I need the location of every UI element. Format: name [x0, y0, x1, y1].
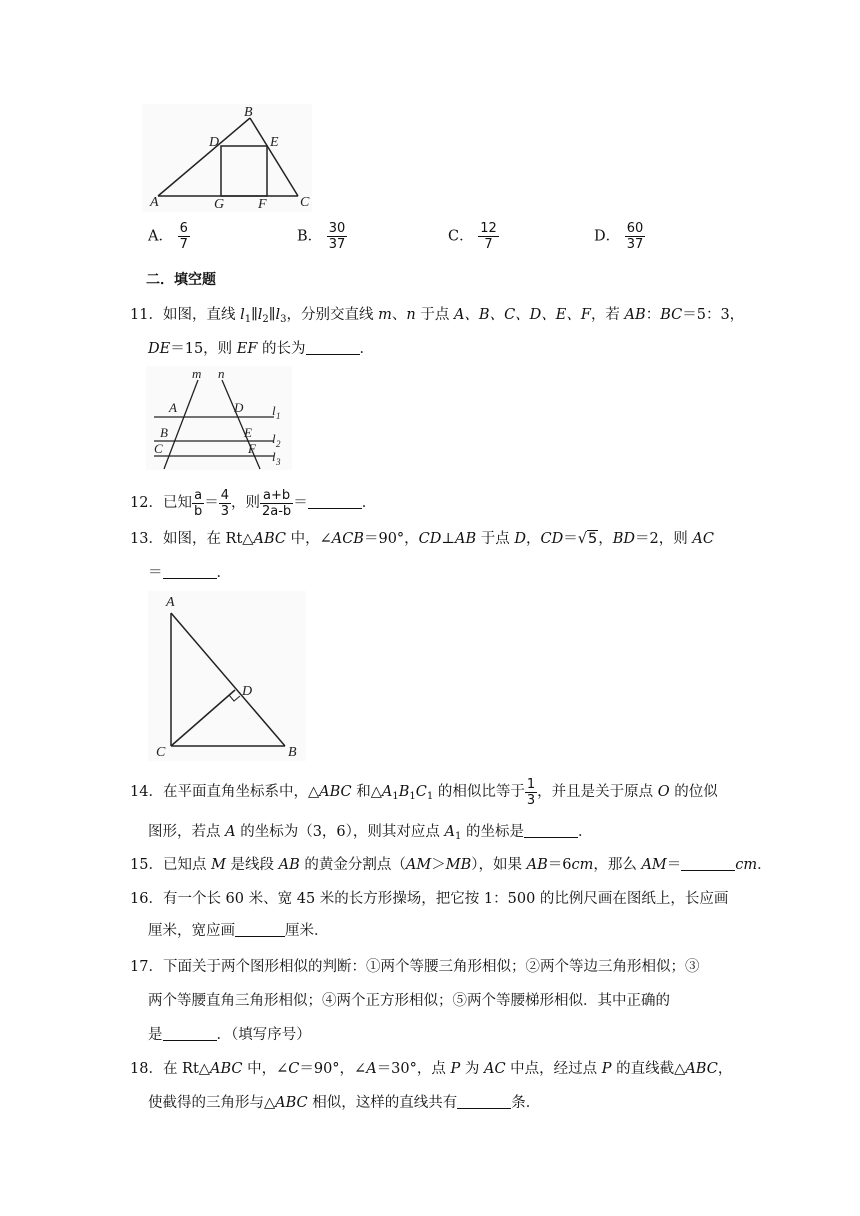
q13-line1: 13．如图，在 Rt△ABC 中，∠ACB＝90°，CD⊥AB 于点 D，CD＝√5，BD＝2，则 AC: [130, 531, 714, 547]
svg-text:1: 1: [276, 411, 281, 421]
label-a: A: [150, 195, 159, 210]
q16-line1: 16．有一个长 60 米、宽 45 米的长方形操场，把它按 1：500 的比例尺画在图纸上，长应画: [130, 891, 729, 907]
svg-text:l: l: [272, 449, 276, 464]
q17-line2: 两个等腰直角三角形相似；④两个正方形相似；⑤两个等腰梯形相似．其中正确的: [148, 993, 670, 1009]
q11-figure: [146, 366, 292, 470]
question-number: 11．: [130, 307, 163, 323]
svg-text:A: A: [166, 595, 175, 610]
q10-option-c: C． $\frac{12}{7}$: [448, 221, 497, 252]
svg-text:D: D: [234, 400, 244, 415]
svg-text:B: B: [160, 425, 168, 440]
label-c: C: [300, 195, 310, 210]
answer-blank[interactable]: [681, 856, 735, 871]
answer-blank[interactable]: [235, 922, 285, 937]
answer-blank[interactable]: [457, 1094, 511, 1109]
svg-text:C: C: [154, 441, 163, 456]
svg-text:m: m: [192, 366, 202, 381]
label-b: B: [244, 105, 253, 120]
q17-line1: 17．下面关于两个图形相似的判断：①两个等腰三角形相似；②两个等边三角形相似；③: [130, 959, 700, 975]
svg-text:3: 3: [276, 457, 281, 467]
q11-line2: DE＝15，则 EF 的长为 ．: [148, 341, 375, 357]
q14-line2: 图形，若点 A 的坐标为（3，6），则其对应点 $A_1$ 的坐标是 ．: [148, 824, 593, 842]
svg-text:D: D: [242, 684, 253, 699]
svg-text:A: A: [169, 400, 177, 415]
svg-text:l: l: [272, 431, 276, 446]
label-d: D: [209, 135, 220, 150]
q10-figure: [142, 104, 312, 212]
svg-text:F: F: [248, 441, 256, 456]
q15-line: 15．已知点 M 是线段 AB 的黄金分割点（AM＞MB），如果 AB＝6cm，那么 AM＝ cm．: [130, 857, 772, 873]
q17-line3: 是 ．（填写序号）: [148, 1027, 311, 1043]
q10-option-d: D． $\frac{60}{37}$: [594, 221, 644, 252]
svg-text:l: l: [272, 403, 276, 418]
q11-line1: 11．如图，直线 $l_1\parallel l_2\parallel l_3$，分别交直线 m、n 于点 A、B、C、D、E、F，若 AB：BC＝5：3，: [130, 307, 745, 325]
svg-text:2: 2: [276, 439, 281, 449]
q13-line2: ＝ ．: [148, 565, 231, 581]
label-f: F: [258, 197, 267, 212]
q18-line1: 18．在 Rt△ABC 中，∠C＝90°，∠A＝30°，点 P 为 AC 中点，经过点 P 的直线截△ABC，: [130, 1061, 733, 1077]
label-e: E: [270, 135, 279, 150]
svg-text:E: E: [244, 425, 252, 440]
answer-blank[interactable]: [163, 1026, 217, 1041]
q16-line2: 厘米，宽应画 厘米．: [148, 923, 329, 939]
answer-blank[interactable]: [163, 564, 217, 579]
q10-option-b: B． $\frac{30}{37}$: [297, 221, 346, 252]
answer-blank[interactable]: [306, 340, 360, 355]
answer-blank[interactable]: [524, 823, 578, 838]
answer-blank[interactable]: [308, 494, 362, 509]
section-title: 二．填空题: [146, 272, 216, 288]
svg-text:B: B: [288, 745, 297, 760]
q14-line1: 14．在平面直角坐标系中，△ABC 和$\triangle A_1B_1C_1$ 的相似比等于 $\frac{1}{3}$ ，并且是关于原点 O 的位似: [130, 776, 718, 808]
label-g: G: [214, 197, 225, 212]
q18-line2: 使截得的三角形与△ABC 相似，这样的直线共有 条．: [148, 1095, 541, 1111]
q13-figure: [148, 591, 306, 761]
q10-option-a: A． $\frac{6}{7}$: [148, 221, 188, 252]
svg-text:C: C: [156, 745, 166, 760]
q12-line: 12．已知 $\frac{a}{b}$ ＝ $\frac{4}{3}$ ，则 $\frac{a+b}{2a-b}$ ＝ ．: [130, 487, 377, 519]
svg-text:n: n: [218, 366, 225, 381]
